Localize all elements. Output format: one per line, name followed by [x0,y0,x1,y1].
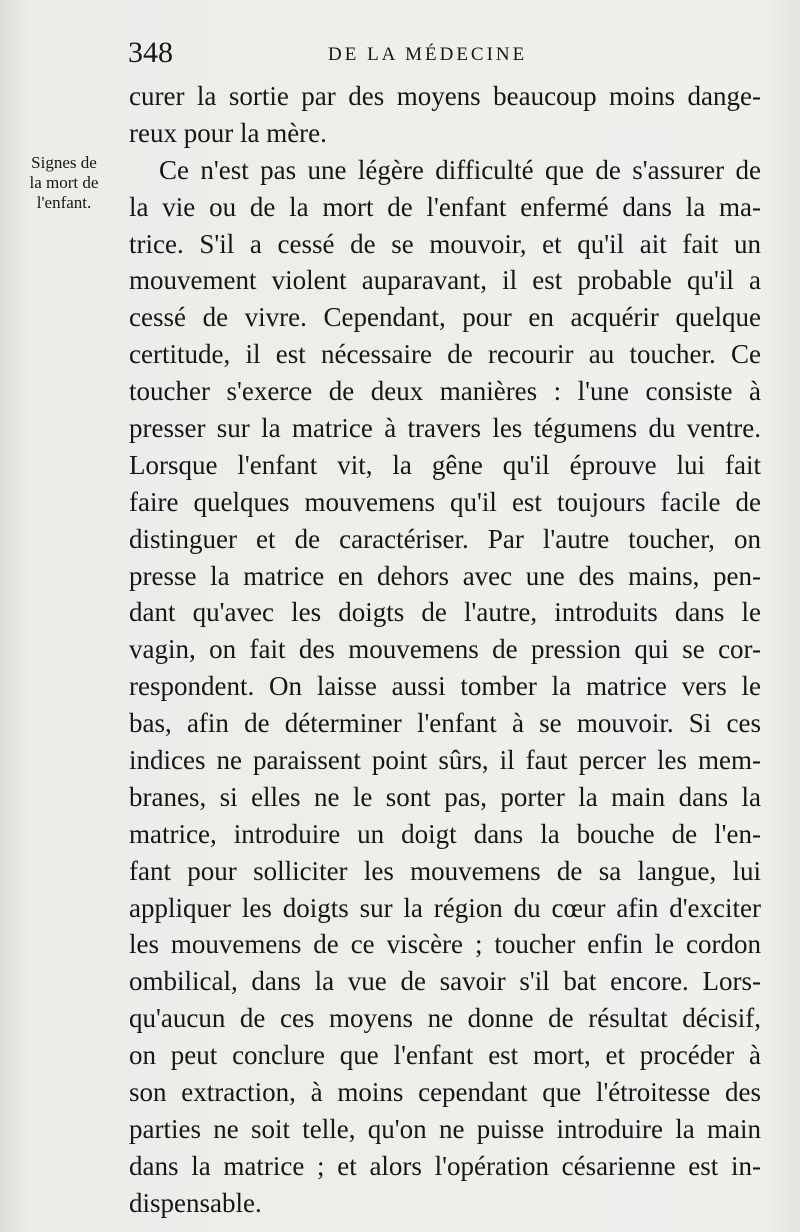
text-line: presse la matrice en dehors avec une des mains, pen- [129,560,761,591]
text-line: parties ne soit telle, qu'on ne puisse introduire la main [129,1113,761,1144]
margin-note-line: l'enfant. [36,193,92,212]
text-line: Lorsque l'enfant vit, la gêne qu'il éprouve lui fait [129,449,761,480]
text-line: distinguer et de caractériser. Par l'autre toucher, on [129,523,761,554]
text-line: dispensable. [129,1187,262,1218]
margin-note [10,153,118,213]
text-line: fant pour solliciter les mouvemens de sa langue, lui [129,855,761,886]
text-line: les mouvemens de ce viscère ; toucher enfin le cordon [129,929,761,960]
text-line: dans la matrice ; et alors l'opération césarienne est in- [129,1150,761,1181]
text-line: trice. S'il a cessé de se mouvoir, et qu'il ait fait un [129,228,761,259]
page-number: 348 [128,36,173,69]
text-line: branes, si elles ne le sont pas, porter la main dans la [129,781,761,812]
text-line: respondent. On laisse aussi tomber la matrice vers le [129,671,761,702]
margin-note-line: la mort de [29,173,99,192]
text-line: toucher s'exerce de deux manières : l'une consiste à [129,376,761,407]
text-line: Ce n'est pas une légère difficulté que de s'assurer de [159,154,761,185]
margin-note-line: Signes de [31,153,97,172]
text-line: presser sur la matrice à travers les tégumens du ventre. [129,413,761,444]
text-line: vagin, on fait des mouvemens de pression qui se cor- [129,634,761,665]
text-line: matrice, introduire un doigt dans la bouche de l'en- [129,818,761,849]
text-line: faire quelques mouvemens qu'il est toujours facile de [129,486,761,517]
text-line: curer la sortie par des moyens beaucoup moins dange- [129,81,761,111]
text-line: mouvement violent auparavant, il est probable qu'il a [129,265,761,296]
running-title: DE LA MÉDECINE [328,44,528,65]
text-line: bas, afin de déterminer l'enfant à se mouvoir. Si ces [129,708,761,739]
text-line: qu'aucun de ces moyens ne donne de résultat décisif, [129,1003,761,1034]
show-through-mark [30,280,34,298]
text-line: appliquer les doigts sur la région du cœur afin d'exciter [129,892,761,923]
text-line: indices ne paraissent point sûrs, il faut percer les mem- [129,745,761,776]
page-header [0,36,800,76]
text-line: cessé de vivre. Cependant, pour en acquérir quelque [129,302,761,333]
text-line: ombilical, dans la vue de savoir s'il bat encore. Lors- [129,966,761,997]
text-line: on peut conclure que l'enfant est mort, et procéder à [129,1040,761,1071]
text-line: certitude, il est nécessaire de recourir au toucher. Ce [129,339,761,370]
text-line: la vie ou de la mort de l'enfant enfermé dans la ma- [129,191,761,222]
text-line: dant qu'avec les doigts de l'autre, introduits dans le [129,597,761,628]
body-text [129,78,761,1222]
text-line: reux pour la mère. [129,117,327,148]
text-line: son extraction, à moins cependant que l'étroitesse des [129,1077,761,1108]
